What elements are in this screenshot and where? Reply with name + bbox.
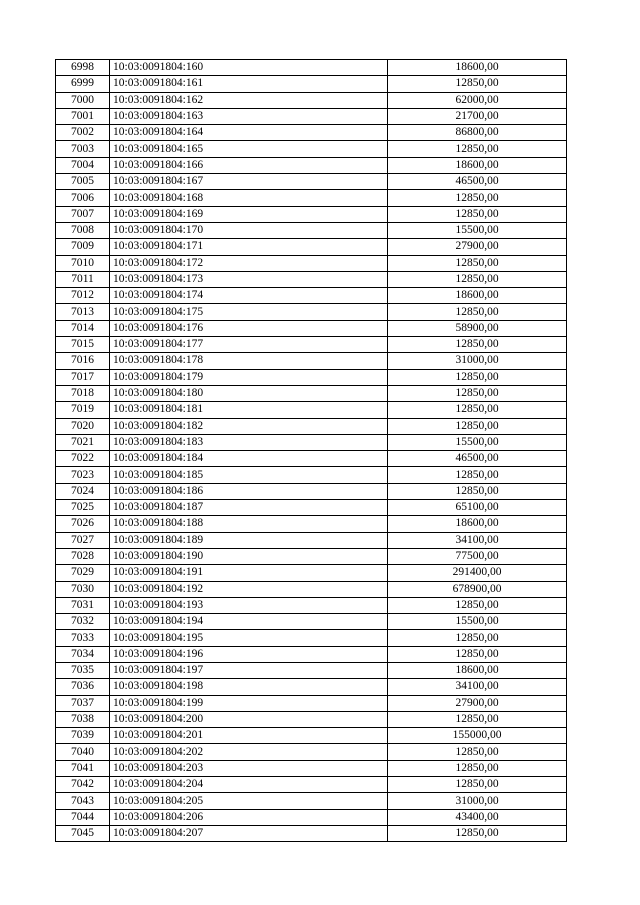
value-cell: 18600,00 [388, 157, 567, 173]
cadastral-number-cell: 10:03:0091804:175 [110, 304, 388, 320]
row-number-cell: 7001 [56, 108, 110, 124]
table-row [56, 695, 567, 711]
cadastral-number-cell: 10:03:0091804:192 [110, 581, 388, 597]
table-row [56, 483, 567, 499]
table-row [56, 630, 567, 646]
cadastral-number-cell: 10:03:0091804:181 [110, 402, 388, 418]
cadastral-number-cell: 10:03:0091804:197 [110, 662, 388, 678]
row-number-cell: 7030 [56, 581, 110, 597]
table-row [56, 337, 567, 353]
value-cell: 12850,00 [388, 646, 567, 662]
table-row [56, 825, 567, 841]
row-number-cell: 7042 [56, 777, 110, 793]
table-row [56, 728, 567, 744]
table-row [56, 402, 567, 418]
value-cell: 12850,00 [388, 369, 567, 385]
table-row [56, 255, 567, 271]
table-row [56, 141, 567, 157]
cadastral-number-cell: 10:03:0091804:172 [110, 255, 388, 271]
table-row [56, 500, 567, 516]
table-row [56, 809, 567, 825]
row-number-cell: 6998 [56, 60, 110, 76]
row-number-cell: 7033 [56, 630, 110, 646]
row-number-cell: 7036 [56, 679, 110, 695]
table-row [56, 532, 567, 548]
cadastral-number-cell: 10:03:0091804:193 [110, 597, 388, 613]
row-number-cell: 7041 [56, 760, 110, 776]
table-row [56, 320, 567, 336]
value-cell: 86800,00 [388, 125, 567, 141]
value-cell: 12850,00 [388, 711, 567, 727]
cadastral-number-cell: 10:03:0091804:180 [110, 385, 388, 401]
row-number-cell: 7013 [56, 304, 110, 320]
value-cell: 18600,00 [388, 516, 567, 532]
row-number-cell: 7007 [56, 206, 110, 222]
cadastral-number-cell: 10:03:0091804:198 [110, 679, 388, 695]
cadastral-number-cell: 10:03:0091804:187 [110, 500, 388, 516]
row-number-cell: 7045 [56, 825, 110, 841]
value-cell: 12850,00 [388, 190, 567, 206]
table-row [56, 711, 567, 727]
row-number-cell: 7020 [56, 418, 110, 434]
value-cell: 12850,00 [388, 483, 567, 499]
value-cell: 12850,00 [388, 385, 567, 401]
value-cell: 12850,00 [388, 825, 567, 841]
value-cell: 678900,00 [388, 581, 567, 597]
table-row [56, 222, 567, 238]
value-cell: 27900,00 [388, 239, 567, 255]
cadastral-number-cell: 10:03:0091804:188 [110, 516, 388, 532]
cadastral-number-cell: 10:03:0091804:168 [110, 190, 388, 206]
row-number-cell: 7027 [56, 532, 110, 548]
table-row [56, 777, 567, 793]
row-number-cell: 7019 [56, 402, 110, 418]
cadastral-number-cell: 10:03:0091804:176 [110, 320, 388, 336]
cadastral-number-cell: 10:03:0091804:161 [110, 76, 388, 92]
table-row [56, 271, 567, 287]
value-cell: 58900,00 [388, 320, 567, 336]
cadastral-number-cell: 10:03:0091804:194 [110, 614, 388, 630]
row-number-cell: 7014 [56, 320, 110, 336]
cadastral-number-cell: 10:03:0091804:177 [110, 337, 388, 353]
value-cell: 15500,00 [388, 434, 567, 450]
row-number-cell: 7011 [56, 271, 110, 287]
data-table [55, 59, 567, 842]
cadastral-number-cell: 10:03:0091804:184 [110, 451, 388, 467]
row-number-cell: 7003 [56, 141, 110, 157]
value-cell: 12850,00 [388, 467, 567, 483]
table-row [56, 157, 567, 173]
value-cell: 31000,00 [388, 793, 567, 809]
row-number-cell: 7024 [56, 483, 110, 499]
value-cell: 12850,00 [388, 402, 567, 418]
row-number-cell: 7037 [56, 695, 110, 711]
value-cell: 12850,00 [388, 304, 567, 320]
value-cell: 12850,00 [388, 141, 567, 157]
row-number-cell: 7029 [56, 565, 110, 581]
row-number-cell: 7031 [56, 597, 110, 613]
value-cell: 34100,00 [388, 532, 567, 548]
cadastral-number-cell: 10:03:0091804:186 [110, 483, 388, 499]
table-row [56, 581, 567, 597]
value-cell: 77500,00 [388, 548, 567, 564]
row-number-cell: 7021 [56, 434, 110, 450]
row-number-cell: 7017 [56, 369, 110, 385]
table-row [56, 92, 567, 108]
value-cell: 12850,00 [388, 597, 567, 613]
value-cell: 21700,00 [388, 108, 567, 124]
row-number-cell: 7002 [56, 125, 110, 141]
cadastral-number-cell: 10:03:0091804:183 [110, 434, 388, 450]
value-cell: 12850,00 [388, 271, 567, 287]
value-cell: 27900,00 [388, 695, 567, 711]
table-row [56, 597, 567, 613]
table-row [56, 516, 567, 532]
row-number-cell: 7022 [56, 451, 110, 467]
value-cell: 12850,00 [388, 337, 567, 353]
cadastral-number-cell: 10:03:0091804:169 [110, 206, 388, 222]
row-number-cell: 7028 [56, 548, 110, 564]
row-number-cell: 7008 [56, 222, 110, 238]
cadastral-number-cell: 10:03:0091804:179 [110, 369, 388, 385]
row-number-cell: 7004 [56, 157, 110, 173]
value-cell: 12850,00 [388, 206, 567, 222]
table-row [56, 288, 567, 304]
value-cell: 155000,00 [388, 728, 567, 744]
table-row [56, 451, 567, 467]
row-number-cell: 7012 [56, 288, 110, 304]
table-row [56, 565, 567, 581]
table-row [56, 548, 567, 564]
cadastral-number-cell: 10:03:0091804:190 [110, 548, 388, 564]
row-number-cell: 7016 [56, 353, 110, 369]
table-row [56, 60, 567, 76]
cadastral-number-cell: 10:03:0091804:201 [110, 728, 388, 744]
row-number-cell: 7015 [56, 337, 110, 353]
table-body [56, 60, 567, 842]
row-number-cell: 7025 [56, 500, 110, 516]
table-row [56, 353, 567, 369]
cadastral-number-cell: 10:03:0091804:160 [110, 60, 388, 76]
cadastral-number-cell: 10:03:0091804:165 [110, 141, 388, 157]
table-row [56, 662, 567, 678]
row-number-cell: 6999 [56, 76, 110, 92]
cadastral-number-cell: 10:03:0091804:173 [110, 271, 388, 287]
cadastral-number-cell: 10:03:0091804:164 [110, 125, 388, 141]
table-row [56, 174, 567, 190]
value-cell: 31000,00 [388, 353, 567, 369]
cadastral-number-cell: 10:03:0091804:166 [110, 157, 388, 173]
row-number-cell: 7032 [56, 614, 110, 630]
value-cell: 43400,00 [388, 809, 567, 825]
cadastral-number-cell: 10:03:0091804:199 [110, 695, 388, 711]
cadastral-number-cell: 10:03:0091804:185 [110, 467, 388, 483]
table-row [56, 646, 567, 662]
value-cell: 12850,00 [388, 744, 567, 760]
row-number-cell: 7034 [56, 646, 110, 662]
row-number-cell: 7044 [56, 809, 110, 825]
row-number-cell: 7026 [56, 516, 110, 532]
value-cell: 46500,00 [388, 174, 567, 190]
table-row [56, 369, 567, 385]
row-number-cell: 7006 [56, 190, 110, 206]
value-cell: 12850,00 [388, 76, 567, 92]
value-cell: 291400,00 [388, 565, 567, 581]
row-number-cell: 7010 [56, 255, 110, 271]
table-row [56, 385, 567, 401]
table-row [56, 614, 567, 630]
cadastral-number-cell: 10:03:0091804:196 [110, 646, 388, 662]
value-cell: 12850,00 [388, 760, 567, 776]
value-cell: 12850,00 [388, 630, 567, 646]
value-cell: 12850,00 [388, 777, 567, 793]
value-cell: 15500,00 [388, 614, 567, 630]
table-row [56, 190, 567, 206]
value-cell: 12850,00 [388, 255, 567, 271]
row-number-cell: 7035 [56, 662, 110, 678]
value-cell: 34100,00 [388, 679, 567, 695]
row-number-cell: 7005 [56, 174, 110, 190]
table-row [56, 418, 567, 434]
value-cell: 18600,00 [388, 288, 567, 304]
value-cell: 65100,00 [388, 500, 567, 516]
table-row [56, 125, 567, 141]
cadastral-number-cell: 10:03:0091804:189 [110, 532, 388, 548]
cadastral-number-cell: 10:03:0091804:203 [110, 760, 388, 776]
cadastral-number-cell: 10:03:0091804:204 [110, 777, 388, 793]
cadastral-number-cell: 10:03:0091804:171 [110, 239, 388, 255]
cadastral-number-cell: 10:03:0091804:200 [110, 711, 388, 727]
table-row [56, 304, 567, 320]
table-row [56, 206, 567, 222]
value-cell: 46500,00 [388, 451, 567, 467]
table-row [56, 793, 567, 809]
value-cell: 18600,00 [388, 662, 567, 678]
cadastral-number-cell: 10:03:0091804:207 [110, 825, 388, 841]
cadastral-number-cell: 10:03:0091804:191 [110, 565, 388, 581]
row-number-cell: 7000 [56, 92, 110, 108]
value-cell: 12850,00 [388, 418, 567, 434]
row-number-cell: 7018 [56, 385, 110, 401]
value-cell: 15500,00 [388, 222, 567, 238]
table-row [56, 467, 567, 483]
cadastral-number-cell: 10:03:0091804:162 [110, 92, 388, 108]
cadastral-number-cell: 10:03:0091804:170 [110, 222, 388, 238]
cadastral-number-cell: 10:03:0091804:163 [110, 108, 388, 124]
row-number-cell: 7043 [56, 793, 110, 809]
row-number-cell: 7038 [56, 711, 110, 727]
cadastral-number-cell: 10:03:0091804:202 [110, 744, 388, 760]
table-row [56, 76, 567, 92]
cadastral-number-cell: 10:03:0091804:195 [110, 630, 388, 646]
table-row [56, 760, 567, 776]
cadastral-number-cell: 10:03:0091804:167 [110, 174, 388, 190]
table-row [56, 434, 567, 450]
row-number-cell: 7039 [56, 728, 110, 744]
table-row [56, 239, 567, 255]
row-number-cell: 7009 [56, 239, 110, 255]
cadastral-number-cell: 10:03:0091804:206 [110, 809, 388, 825]
row-number-cell: 7040 [56, 744, 110, 760]
row-number-cell: 7023 [56, 467, 110, 483]
value-cell: 18600,00 [388, 60, 567, 76]
cadastral-number-cell: 10:03:0091804:178 [110, 353, 388, 369]
table-row [56, 108, 567, 124]
cadastral-number-cell: 10:03:0091804:182 [110, 418, 388, 434]
value-cell: 62000,00 [388, 92, 567, 108]
cadastral-number-cell: 10:03:0091804:205 [110, 793, 388, 809]
table-row [56, 679, 567, 695]
table-row [56, 744, 567, 760]
cadastral-number-cell: 10:03:0091804:174 [110, 288, 388, 304]
